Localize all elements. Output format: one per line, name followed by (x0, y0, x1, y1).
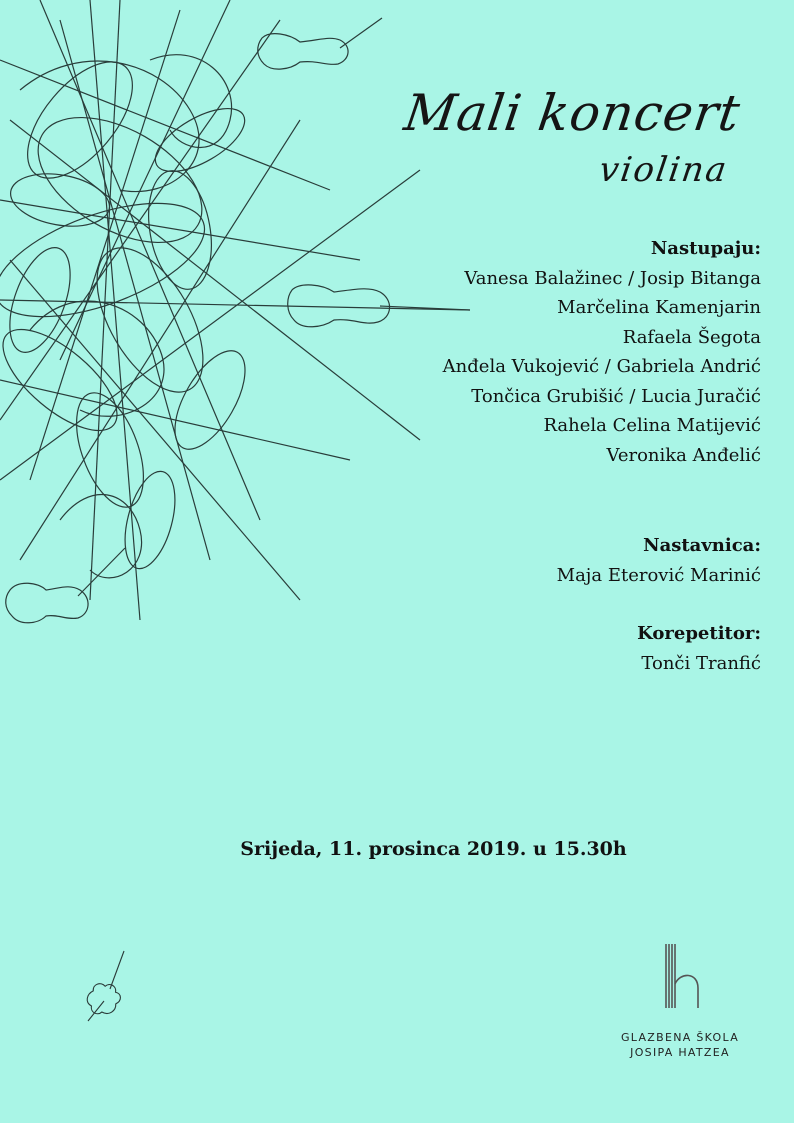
page-title: Mali koncert (400, 84, 745, 142)
performer-name: Anđela Vukojević / Gabriela Andrić (442, 356, 761, 377)
school-name-line1: GLAZBENA ŠKOLA (620, 1031, 740, 1044)
performer-name: Tončica Grubišić / Lucia Juračić (471, 385, 761, 407)
performer-name: Rafaela Šegota (622, 326, 761, 348)
teacher-section (557, 531, 761, 590)
teacher-name: Maja Eterović Marinić (556, 564, 761, 586)
school-name (600, 1030, 760, 1060)
violin-icon (78, 945, 128, 1025)
school-logo-icon (660, 942, 710, 1012)
performers-heading: Nastupaju: (650, 238, 761, 259)
performer-name: Marčelina Kamenjarin (557, 297, 761, 318)
accompanist-name: Tonči Tranfić (641, 652, 761, 674)
school-name-line2: JOSIPA HATZEA (630, 1046, 730, 1059)
teacher-heading: Nastavnica: (643, 535, 761, 556)
accompanist-heading: Korepetitor: (637, 623, 761, 644)
performer-name: Veronika Anđelić (606, 444, 761, 466)
page-subtitle: violina (596, 150, 731, 190)
accompanist-section (637, 619, 761, 678)
performers-section (443, 234, 761, 470)
performer-name: Vanesa Balažinec / Josip Bitanga (464, 267, 761, 289)
performer-name: Rahela Celina Matijević (543, 415, 761, 436)
event-date: Srijeda, 11. prosinca 2019. u 15.30h (240, 838, 627, 860)
